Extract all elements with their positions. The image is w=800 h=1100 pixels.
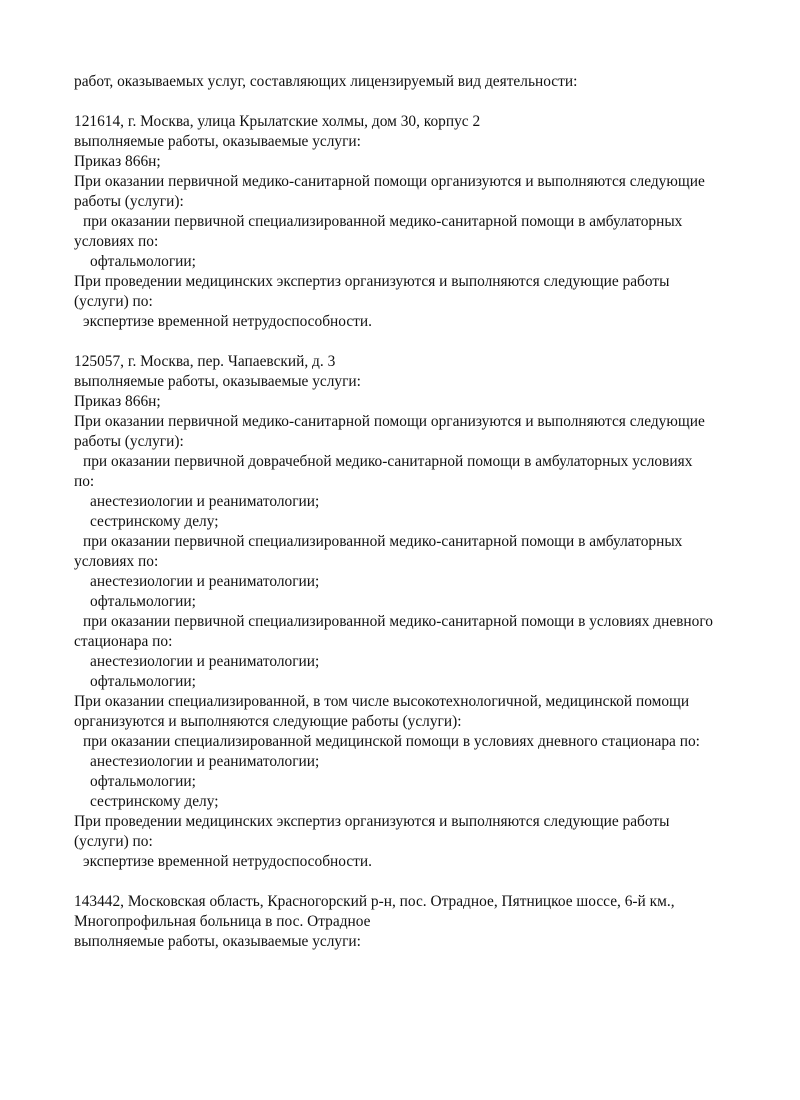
section-text-line: При оказании первичной медико-санитарной помощи организуются и выполняются следующие bbox=[74, 413, 705, 430]
section-gap bbox=[74, 332, 760, 352]
section-text-line: условиях по: bbox=[74, 553, 159, 570]
section-address: 143442, Московская область, Красногорский р-н, пос. Отрадное, Пятницкое шоссе, 6-й км., bbox=[74, 893, 675, 910]
section-text-line: организуются и выполняются следующие работы (услуги): bbox=[74, 713, 462, 730]
section-text-line: выполняемые работы, оказываемые услуги: bbox=[74, 373, 361, 390]
section-text-line: При проведении медицинских экспертиз организуются и выполняются следующие работы bbox=[74, 273, 670, 290]
section-text-line: выполняемые работы, оказываемые услуги: bbox=[74, 933, 361, 950]
license-section bbox=[74, 112, 760, 332]
section-text-line: (услуги) по: bbox=[74, 833, 153, 850]
section-text-line: при оказании первичной специализированной медико-санитарной помощи в условиях дневного bbox=[83, 613, 713, 630]
section-text-line: сестринскому делу; bbox=[90, 793, 219, 810]
section-text-line: условиях по: bbox=[74, 233, 159, 250]
section-text-line: анестезиологии и реаниматологии; bbox=[90, 493, 320, 510]
section-text-line: Многопрофильная больница в пос. Отрадное bbox=[74, 913, 371, 930]
section-text-line: при оказании первичной специализированной медико-санитарной помощи в амбулаторных bbox=[83, 213, 683, 230]
section-text-line: экспертизе временной нетрудоспособности. bbox=[83, 853, 372, 870]
section-gap bbox=[74, 92, 760, 112]
section-text-line: офтальмологии; bbox=[90, 773, 196, 790]
section-text-line: (услуги) по: bbox=[74, 293, 153, 310]
section-text-line: анестезиологии и реаниматологии; bbox=[90, 753, 320, 770]
section-text-line: Приказ 866н; bbox=[74, 393, 161, 410]
section-text-line: офтальмологии; bbox=[90, 253, 196, 270]
section-text-line: офтальмологии; bbox=[90, 593, 196, 610]
section-gap bbox=[74, 872, 760, 892]
section-text-line: работы (услуги): bbox=[74, 193, 184, 210]
section-address: 121614, г. Москва, улица Крылатские холмы, дом 30, корпус 2 bbox=[74, 113, 481, 130]
section-text-line: анестезиологии и реаниматологии; bbox=[90, 573, 320, 590]
section-text-line: при оказании первичной доврачебной медико-санитарной помощи в амбулаторных условиях bbox=[83, 453, 693, 470]
section-text-line: Приказ 866н; bbox=[74, 153, 161, 170]
license-section bbox=[74, 892, 760, 952]
section-text-line: при оказании первичной специализированной медико-санитарной помощи в амбулаторных bbox=[83, 533, 683, 550]
sections-container bbox=[74, 92, 760, 952]
section-text-line: работы (услуги): bbox=[74, 433, 184, 450]
section-text-line: сестринскому делу; bbox=[90, 513, 219, 530]
license-section bbox=[74, 352, 760, 872]
section-text-line: офтальмологии; bbox=[90, 673, 196, 690]
section-text-line: При оказании специализированной, в том числе высокотехнологичной, медицинской помощи bbox=[74, 693, 690, 710]
section-text-line: стационара по: bbox=[74, 633, 173, 650]
section-text-line: экспертизе временной нетрудоспособности. bbox=[83, 313, 372, 330]
section-text-line: При проведении медицинских экспертиз организуются и выполняются следующие работы bbox=[74, 813, 670, 830]
section-address: 125057, г. Москва, пер. Чапаевский, д. 3 bbox=[74, 353, 336, 370]
section-text-line: при оказании специализированной медицинской помощи в условиях дневного стационара по: bbox=[83, 733, 700, 750]
intro-line: работ, оказываемых услуг, составляющих лицензируемый вид деятельности: bbox=[74, 73, 578, 90]
section-text-line: При оказании первичной медико-санитарной помощи организуются и выполняются следующие bbox=[74, 173, 705, 190]
section-text-line: выполняемые работы, оказываемые услуги: bbox=[74, 133, 361, 150]
section-text-line: анестезиологии и реаниматологии; bbox=[90, 653, 320, 670]
section-text-line: по: bbox=[74, 473, 95, 490]
